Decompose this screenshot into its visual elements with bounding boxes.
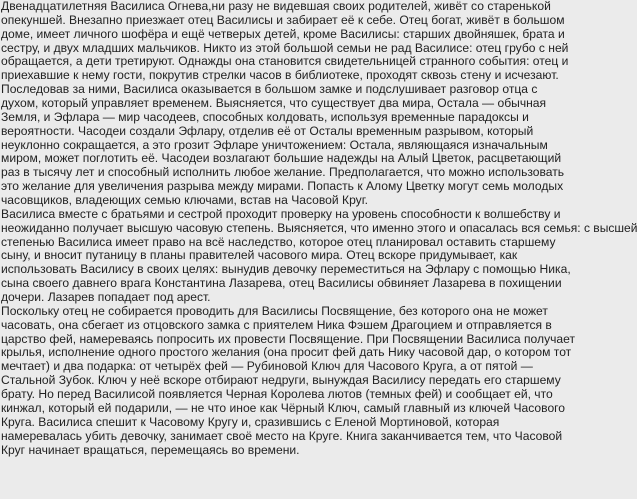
text-line: сестру, и двух младших мальчиков. Никто из этой большой семьи не рад Василисе: отец грубо с ней [1, 41, 569, 55]
text-line: Последовав за ними, Василиса оказывается в большом замке и подслушивает разговор отца с [1, 83, 538, 97]
text-line: это желание для увеличения разрыва между мирами. Попасть к Алому Цветку могут семь молодых [1, 180, 564, 194]
text-line: Василиса вместе с братьями и сестрой проходит проверку на уровень способности к волшебству и [1, 207, 561, 221]
text-line: дочери. Лазарев попадает под арест. [1, 291, 211, 305]
text-line: Земля, и Эфлара — мир часодеев, способных колдовать, используя временные парадоксы и [1, 110, 529, 124]
text-line: вероятности. Часодеи создали Эфлару, отделив её от Осталы временным разрывом, который [1, 124, 534, 138]
text-line: часовщиков, владеющих семью ключами, встав на Часовой Круг. [1, 194, 368, 208]
text-line: обращается, а дети третируют. Однажды она становится свидетельницей странного события: отец и [1, 55, 569, 69]
text-line: кинжал, который ей подарили, — не что иное как Чёрный Ключ, самый главный из ключей Часового [1, 401, 566, 415]
text-line: раз в тысячу лет и способный исполнить любое желание. Предполагается, что можно использовать [1, 166, 565, 180]
text-line: царство фей, намереваясь попросить их провести Посвящение. При Посвящении Василиса получает [1, 332, 576, 346]
text-line: часовать, она сбегает из отцовского замка с приятелем Ника Фэшем Драгоцием и отправляется в [1, 318, 552, 332]
text-line: доме, имеет личного шофёра и ещё четверых детей, кроме Василисы: старших двойняшек, брата и [1, 27, 565, 41]
text-line: сына своего давнего врага Константина Лазарева, отец Василисы обвиняет Лазарева в похищении [1, 277, 562, 291]
text-line: мечтает) и два подарка: от четырёх фей — Рубиновой Ключ для Часового Круга, а от пятой — [1, 360, 533, 374]
text-line: Круг начинает вращаться, перемещаясь во времени. [1, 443, 300, 457]
text-line: духом, который управляет временем. Выясняется, что существует два мира, Остала — обычная [1, 97, 547, 111]
text-line: Стальной Зубок. Ключ у неё вскоре отбирают недруги, вынуждая Василису передать его старшему [1, 374, 561, 388]
text-line: крылья, исполнение одного простого желания (она просит фей дать Нику часовой дар, о котором тот [1, 346, 572, 360]
text-line: неуклонно сокращается, а это грозит Эфларе уничтожением: Остала, являющаяся изначальным [1, 138, 548, 152]
text-line: опекуншей. Внезапно приезжает отец Василисы и забирает её к себе. Отец богат, живёт в большом [1, 13, 565, 27]
text-line: приехавшие к нему гости, покрутив стрелки часов в библиотеке, проходят сквозь стену и исчезают. [1, 69, 559, 83]
text-line: использовать Василису в своих целях: вынудив девочку переместиться на Эфлару с помощью Ника, [1, 263, 571, 277]
text-line: Двенадцатилетняя Василиса Огнева,ни разу не видевшая своих родителей, живёт со старенькой [1, 0, 551, 13]
text-line: сыну, и вносит путаницу в планы правителей часового мира. Отец вскоре придумывает, как [1, 249, 518, 263]
text-line: брату. Но перед Василисой появляется Черная Королева лютов (темных фей) и сообщает ей, что [1, 388, 553, 402]
text-line: миром, может поглотить её. Часодеи возлагают большие надежды на Алый Цветок, расцветающий [1, 152, 562, 166]
text-line: Поскольку отец не собирается проводить для Василисы Посвящение, без которого она не может [1, 304, 548, 318]
text-line: неожиданно получает высшую часовую степень. Выясняется, что именно этого и опасалась вся семья: с высшей [1, 220, 637, 235]
text-line: намеревалась убить девочку, занимает своё место на Круге. Книга заканчивается тем, что Часовой [1, 429, 563, 443]
text-line: Круга. Василиса спешит к Часовому Кругу и, сразившись с Еленой Мортиновой, которая [1, 415, 500, 429]
text-line: степенью Василиса имеет право на всё наследство, которое отец планировал оставить старшему [1, 235, 556, 249]
